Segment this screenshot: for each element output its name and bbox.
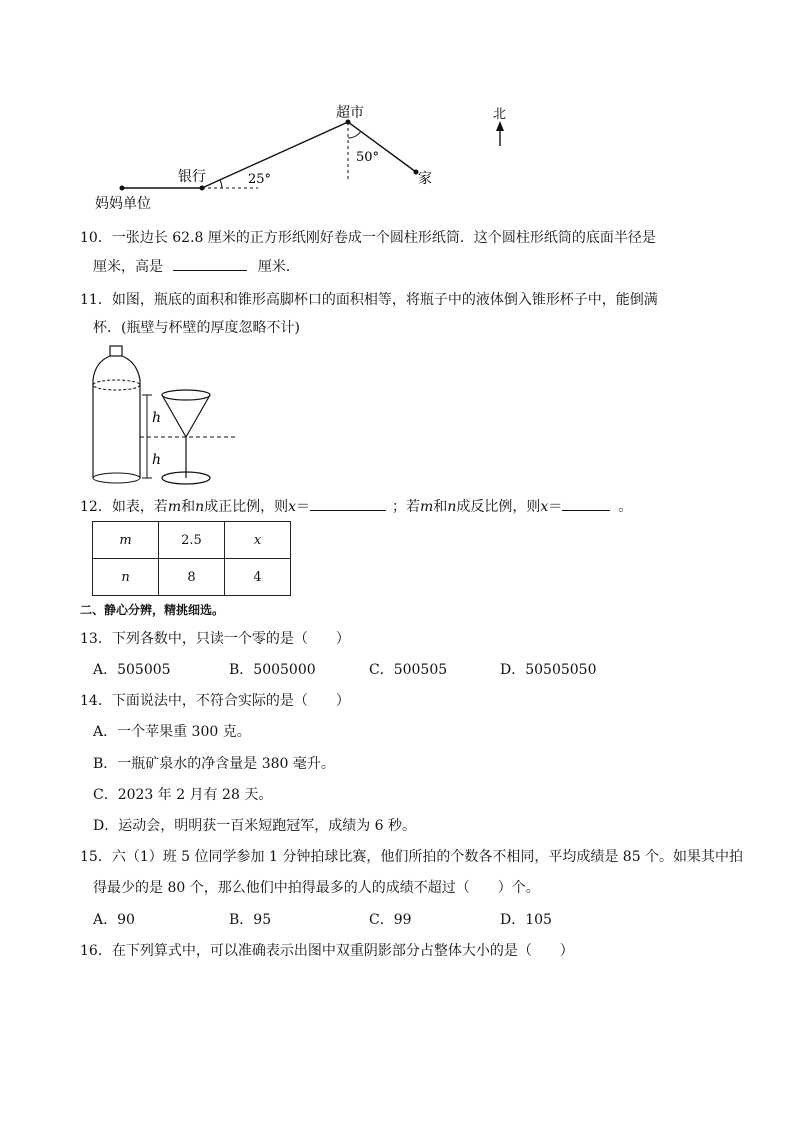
table-cell: 8 bbox=[159, 559, 225, 596]
label-supermarket: 超市 bbox=[336, 105, 364, 121]
q14-option-d[interactable]: D．运动会，明明获一百米短跑冠军，成绩为 6 秒。 bbox=[93, 818, 417, 834]
q10-height-blank[interactable] bbox=[173, 256, 247, 271]
h-label-top: h bbox=[152, 410, 162, 426]
q10-text-a: 厘米，高是 bbox=[93, 259, 163, 275]
table-cell: n bbox=[93, 559, 159, 596]
north-arrow-icon bbox=[496, 121, 504, 131]
label-home: 家 bbox=[418, 171, 432, 187]
table-cell: 2.5 bbox=[159, 522, 225, 559]
bottle-and-glass-figure bbox=[0, 340, 260, 490]
direction-map-figure bbox=[0, 0, 794, 220]
q11-line2: 杯．(瓶壁与杯壁的厚度忽略不计) bbox=[93, 320, 300, 336]
q16-stem: 16．在下列算式中，可以准确表示出图中双重阴影部分占整体大小的是（ ） bbox=[80, 943, 574, 959]
label-angle-bank: 25° bbox=[248, 172, 272, 187]
h-label-bottom: h bbox=[152, 452, 162, 468]
q13-option-d[interactable]: D．50505050 bbox=[500, 662, 597, 678]
label-north: 北 bbox=[493, 107, 507, 122]
q15-option-c[interactable]: C．99 bbox=[369, 912, 412, 928]
q10-text-b: 厘米． bbox=[257, 259, 300, 275]
table-row bbox=[93, 522, 291, 559]
section-heading: 二、静心分辨，精挑细选。 bbox=[80, 603, 225, 617]
q12-table bbox=[92, 521, 291, 596]
label-bank: 银行 bbox=[178, 169, 206, 185]
q12-blank-direct[interactable] bbox=[310, 496, 386, 511]
table-cell: x bbox=[225, 522, 291, 559]
q15-option-b[interactable]: B．95 bbox=[229, 912, 272, 928]
q10-line2 bbox=[93, 256, 300, 277]
q14-option-a[interactable]: A．一个苹果重 300 克。 bbox=[93, 724, 251, 740]
q14-option-c[interactable]: C．2023 年 2 月有 28 天。 bbox=[93, 787, 273, 803]
q14-option-b[interactable]: B．一瓶矿泉水的净含量是 380 毫升。 bbox=[93, 756, 335, 772]
label-angle-super: 50° bbox=[356, 150, 380, 165]
q15-option-a[interactable]: A．90 bbox=[93, 912, 135, 928]
q13-option-b[interactable]: B．5005000 bbox=[229, 662, 316, 678]
q12-stem: 12．如表，若m和n成正比例，则x＝ ；若m和n成反比例，则x＝ 。 bbox=[80, 496, 632, 517]
q12-blank-inverse[interactable] bbox=[562, 496, 610, 511]
q14-stem: 14．下面说法中，不符合实际的是（ ） bbox=[80, 693, 350, 709]
q15-line1: 15．六（1）班 5 位同学参加 1 分钟拍球比赛，他们所拍的个数各不相同，平均成绩是 85 个。如果其中拍 bbox=[80, 849, 744, 865]
table-cell: 4 bbox=[225, 559, 291, 596]
q13-option-c[interactable]: C．500505 bbox=[369, 662, 448, 678]
q13-stem: 13．下列各数中，只读一个零的是（ ） bbox=[80, 631, 350, 647]
q10-line1: 10．一张边长 62.8 厘米的正方形纸刚好卷成一个圆柱形纸筒．这个圆柱形纸筒的底面半径是 bbox=[80, 230, 656, 246]
q15-line2: 得最少的是 80 个，那么他们中拍得最多的人的成绩不超过（ ）个。 bbox=[93, 880, 540, 896]
table-row bbox=[93, 559, 291, 596]
mom-work-point bbox=[120, 186, 125, 191]
table-cell: m bbox=[93, 522, 159, 559]
label-mom-work: 妈妈单位 bbox=[95, 196, 151, 212]
q13-option-a[interactable]: A．505005 bbox=[93, 662, 171, 678]
q11-line1: 11．如图，瓶底的面积和锥形高脚杯口的面积相等，将瓶子中的液体倒入锥形杯子中，能倒满 bbox=[80, 292, 658, 308]
q15-option-d[interactable]: D．105 bbox=[500, 912, 552, 928]
